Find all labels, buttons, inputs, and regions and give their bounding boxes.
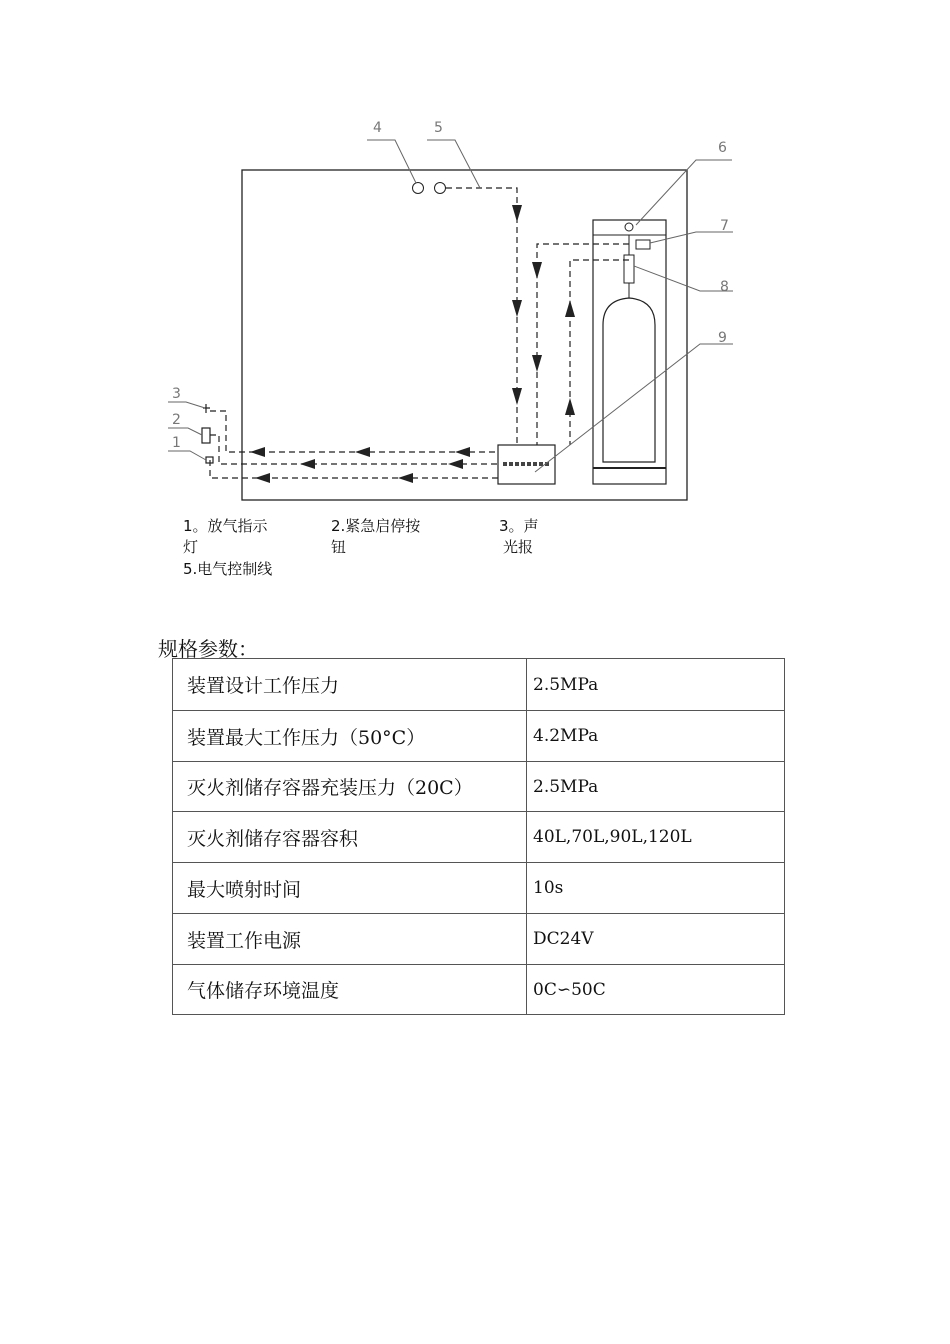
callout-5: 5 — [434, 120, 443, 136]
cylinder-valve — [624, 255, 634, 283]
alarm-device-icon — [203, 404, 210, 413]
callout-1: 1 — [172, 435, 181, 451]
param-value: 4.2MPa — [527, 711, 785, 762]
callout-8: 8 — [720, 279, 729, 295]
system-diagram — [0, 0, 950, 600]
param-value: 10s — [527, 863, 785, 914]
param-name: 气体储存环境温度 — [173, 965, 527, 1015]
callout-7: 7 — [720, 218, 729, 234]
indicator-lamp-icon — [435, 183, 446, 194]
control-wiring — [210, 188, 629, 478]
spec-table — [172, 658, 785, 1015]
callout-3: 3 — [172, 386, 181, 402]
param-name: 灭火剂储存容器容积 — [173, 812, 527, 863]
gas-cylinder — [603, 298, 655, 462]
callout-2: 2 — [172, 412, 181, 428]
callout-6: 6 — [718, 140, 727, 156]
callout-4: 4 — [373, 120, 382, 136]
caption-item-1: 1。放气指示 灯 — [183, 517, 268, 556]
param-value: 2.5MPa — [527, 762, 785, 812]
param-name: 装置工作电源 — [173, 914, 527, 965]
param-name: 装置设计工作压力 — [173, 659, 527, 711]
table-row — [173, 863, 785, 914]
table-row — [173, 914, 785, 965]
param-value: 2.5MPa — [527, 659, 785, 711]
table-row — [173, 762, 785, 812]
flow-arrows — [250, 205, 575, 483]
caption-item-3: 3。声 光报 — [499, 517, 539, 556]
spec-heading: 规格参数： — [158, 637, 258, 661]
caption-item-2: 2.紧急启停按 钮 — [331, 517, 421, 556]
table-row — [173, 812, 785, 863]
table-row — [173, 659, 785, 711]
param-value: 40L,70L,90L,120L — [527, 812, 785, 863]
caption-item-5: 5.电气控制线 — [183, 560, 273, 578]
param-value: DC24V — [527, 914, 785, 965]
emergency-button-icon — [202, 428, 210, 443]
param-name: 最大喷射时间 — [173, 863, 527, 914]
indicator-lamp-icon — [413, 183, 424, 194]
callout-9: 9 — [718, 330, 727, 346]
param-value: 0C∽50C — [527, 965, 785, 1015]
cabinet-gauge-icon — [625, 223, 633, 231]
param-name: 装置最大工作压力（50°C） — [173, 711, 527, 762]
table-row — [173, 965, 785, 1015]
table-row — [173, 711, 785, 762]
pressure-switch — [636, 240, 650, 249]
param-name: 灭火剂储存容器充装压力（20C） — [173, 762, 527, 812]
